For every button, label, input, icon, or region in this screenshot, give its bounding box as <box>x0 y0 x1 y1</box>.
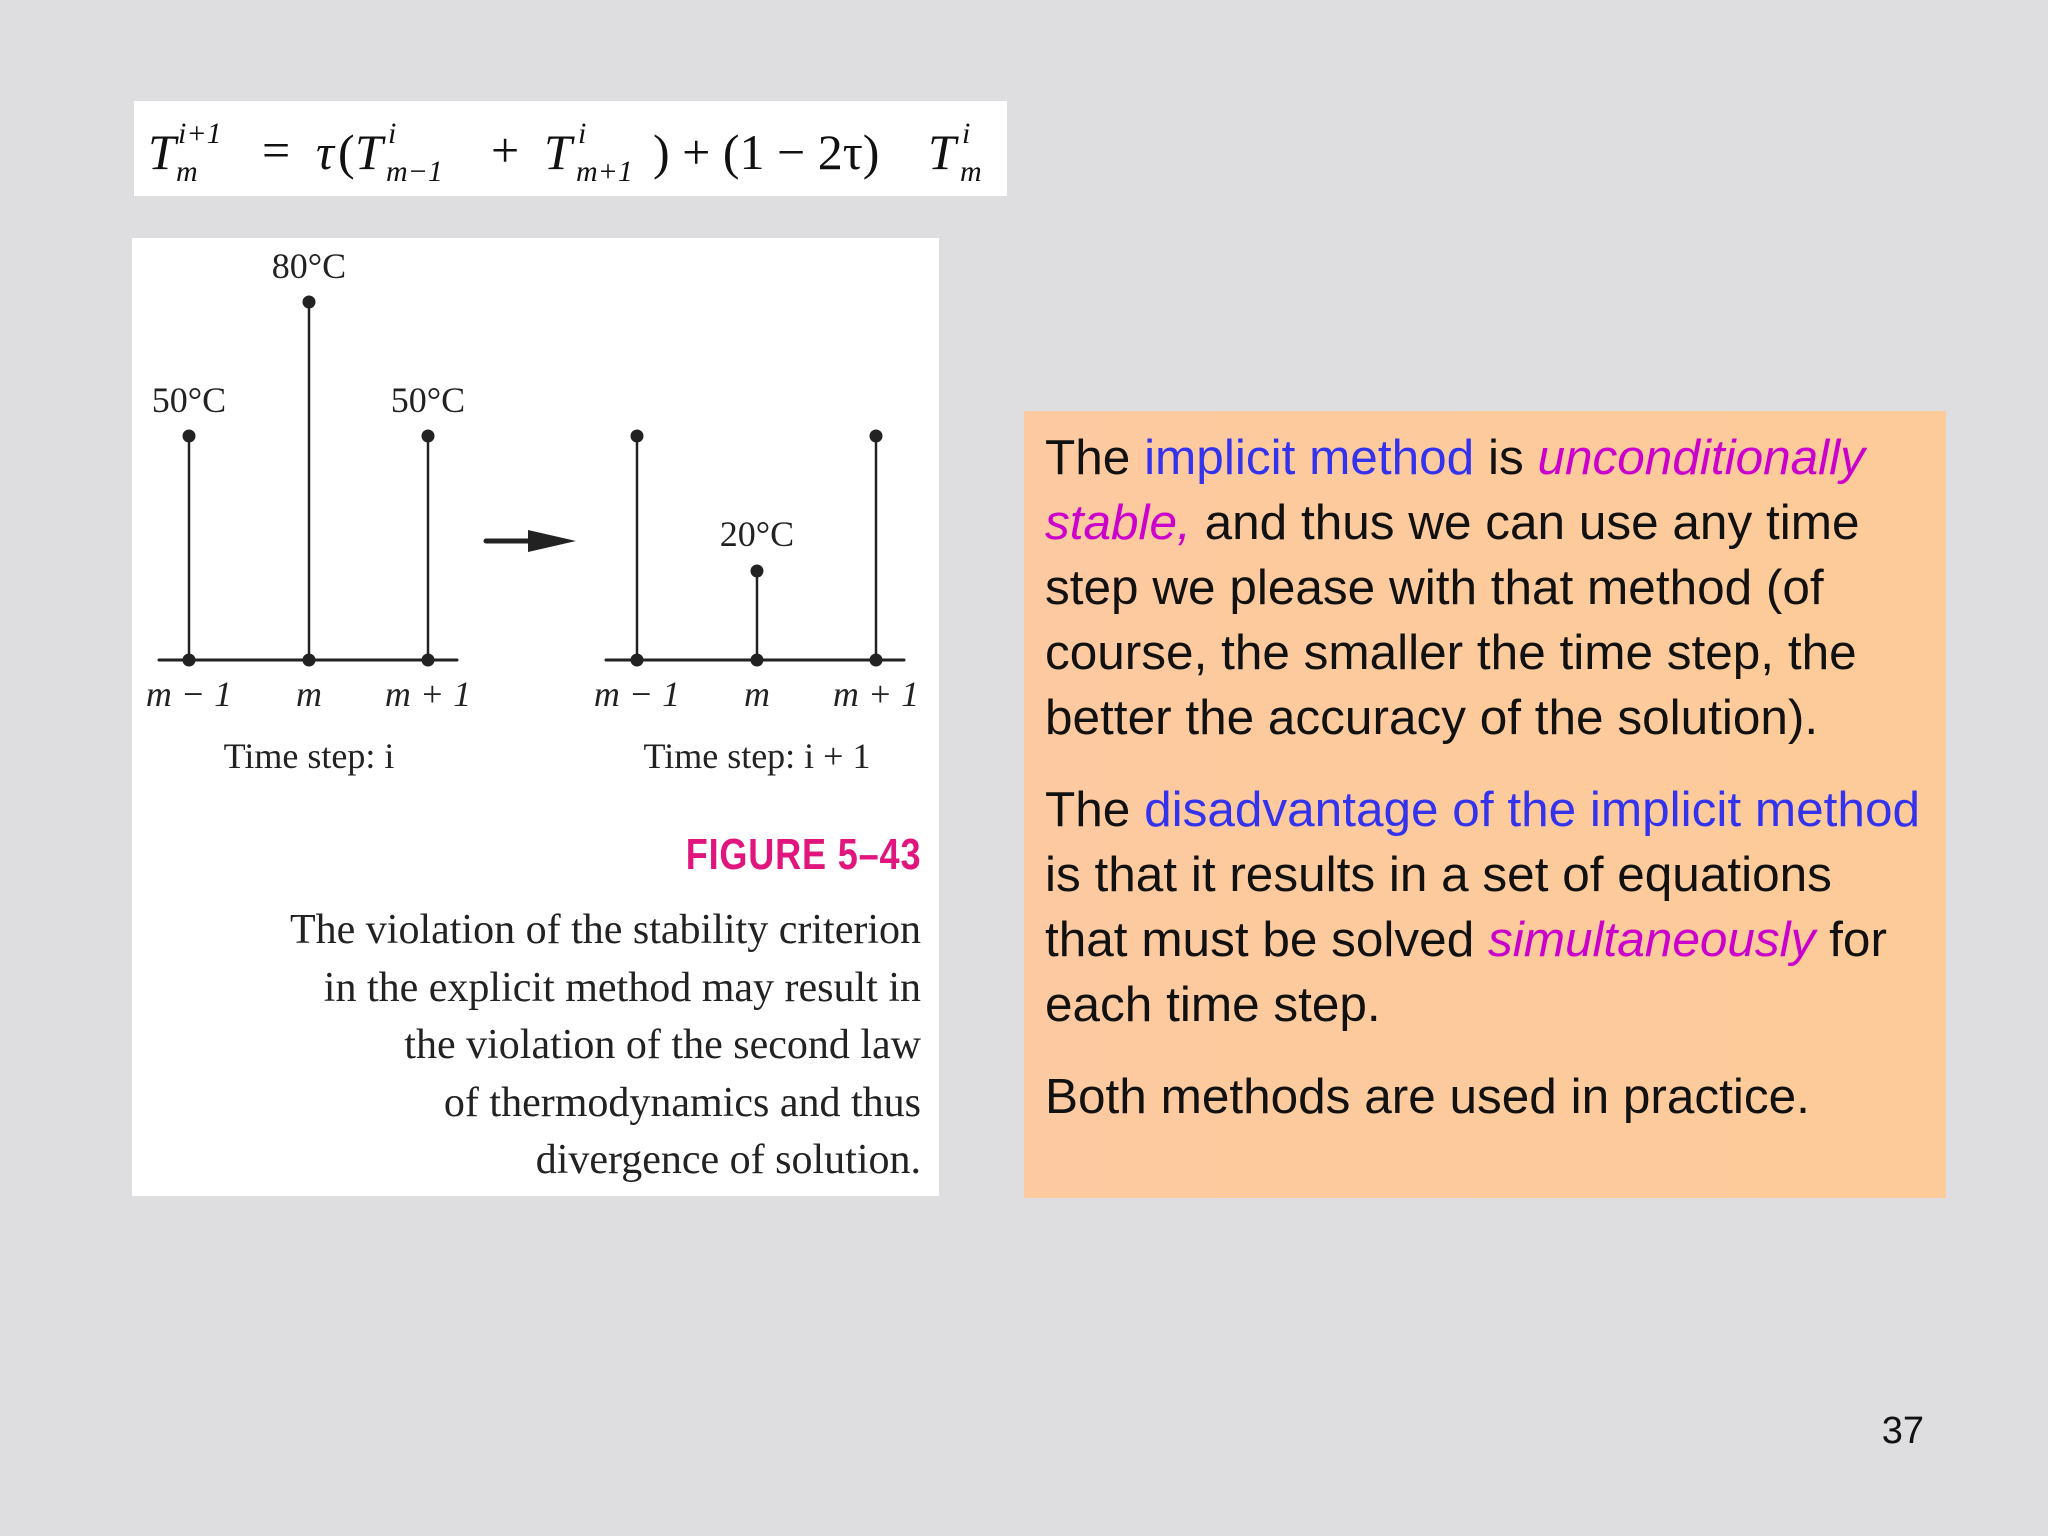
right-time-step: Time step: i + 1 <box>643 736 871 776</box>
right-panel <box>594 430 919 777</box>
formula-t1-base: T <box>355 124 383 180</box>
text-run: is that it results in a set of equations that must be solved <box>1045 847 1832 967</box>
left-time-step: Time step: i <box>223 736 395 776</box>
formula-lhs-base: T <box>148 124 176 180</box>
figure-title: FIGURE 5–43 <box>685 830 921 879</box>
right-tick-2: m <box>744 674 770 714</box>
formula-t3-sub: m <box>960 155 982 188</box>
highlight-unconditionally-stable: unconditionally stable, <box>1045 430 1865 550</box>
text-run: for each time step. <box>1045 912 1887 1032</box>
highlight-implicit-method: implicit method <box>1144 430 1475 485</box>
highlight-disadvantage: disadvantage of the implicit method <box>1144 782 1921 837</box>
right-node-2 <box>751 654 764 667</box>
right-node-1 <box>631 654 644 667</box>
caption-line: divergence of solution. <box>535 1137 921 1183</box>
caption-line: in the explicit method may result in <box>323 964 921 1011</box>
figure-5-43 <box>132 238 939 1196</box>
left-label-3: 50°C <box>390 380 466 420</box>
text-run: is <box>1474 430 1538 485</box>
right-point-1 <box>631 430 644 443</box>
caption-line: of thermodynamics and thus <box>443 1079 921 1126</box>
left-tick-2: m <box>296 674 322 714</box>
highlight-simultaneously: simultaneously <box>1488 912 1816 967</box>
left-label-2: 80°C <box>271 246 347 286</box>
formula-t2-sup: i <box>578 117 587 150</box>
left-point-1 <box>183 430 196 443</box>
formula-lhs-sub: m <box>176 155 198 188</box>
formula-lhs-sup: i+1 <box>178 117 222 150</box>
right-node-3 <box>870 654 883 667</box>
caption-line: the violation of the second law <box>404 1022 921 1068</box>
caption-line: The violation of the stability criterion <box>289 907 921 953</box>
paragraph-implicit-stable <box>1045 425 1926 750</box>
formula-plus: + <box>491 122 520 178</box>
page-number: 37 <box>1881 1410 1924 1452</box>
left-tick-1: m − 1 <box>145 674 233 714</box>
figure-caption <box>141 902 921 1190</box>
finite-difference-formula <box>134 101 1007 196</box>
right-tick-3: m + 1 <box>832 674 920 714</box>
right-point-2 <box>751 565 764 578</box>
formula-box <box>134 101 1007 196</box>
formula-t1-sub: m−1 <box>386 155 443 188</box>
left-panel <box>146 246 471 776</box>
formula-equals: = <box>262 122 291 178</box>
right-point-3 <box>870 430 883 443</box>
formula-tau: τ <box>316 124 334 180</box>
left-tick-3: m + 1 <box>384 674 472 714</box>
right-tick-1: m − 1 <box>593 674 681 714</box>
right-label-mid: 20°C <box>719 514 795 554</box>
formula-t1-sup: i <box>388 117 397 150</box>
formula-t3-base: T <box>928 124 956 180</box>
explanation-box <box>1024 411 1946 1198</box>
left-node-1 <box>183 654 196 667</box>
arrow-icon <box>486 530 576 552</box>
text-run: and thus we can use any time step we please with that method (of course, the smaller the time step, the better the accuracy of the solution). <box>1045 495 1860 745</box>
left-point-3 <box>422 430 435 443</box>
formula-t3-sup: i <box>962 117 971 150</box>
left-node-3 <box>422 654 435 667</box>
paragraph-both-methods: Both methods are used in practice. <box>1045 1069 1810 1124</box>
left-label-1: 50°C <box>151 380 227 420</box>
formula-rest: ) + (1 − 2τ) <box>653 124 880 180</box>
formula-open-paren: ( <box>338 124 355 180</box>
left-point-2 <box>303 296 316 309</box>
formula-t2-sub: m+1 <box>576 155 633 188</box>
text-run: The <box>1045 430 1145 485</box>
stability-diagram <box>132 238 939 838</box>
text-run: The <box>1045 782 1145 837</box>
paragraph-disadvantage <box>1045 777 1926 1037</box>
formula-t2-base: T <box>544 124 572 180</box>
left-node-2 <box>303 654 316 667</box>
